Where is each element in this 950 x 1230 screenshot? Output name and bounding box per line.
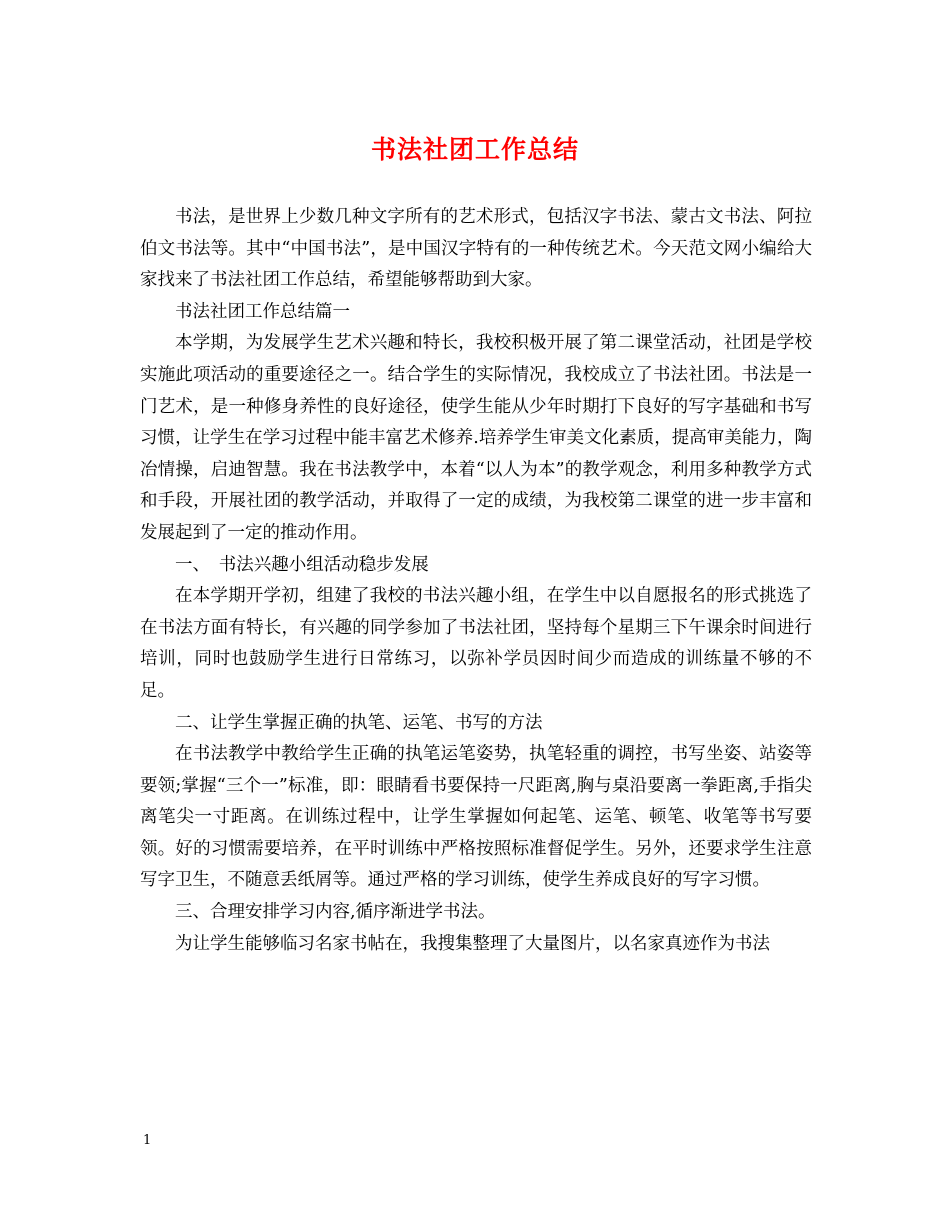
- section-heading-3: 三、合理安排学习内容,循序渐进学书法。: [175, 902, 496, 923]
- paragraph-section-3: 为让学生能够临习名家书帖在，我搜集整理了大量图片，以名家真迹作为书法: [175, 933, 770, 954]
- paragraph-intro: 书法，是世界上少数几种文字所有的艺术形式，包括汉字书法、蒙古文书法、阿拉伯文书法等。其中“中国书法”，是中国汉字特有的一种传统艺术。今天范文网小编给大家找来了书法社团工作总结，希望能够帮助到大家。: [140, 207, 812, 291]
- section-heading-part-one: 书法社团工作总结篇一: [175, 301, 350, 322]
- paragraph-section-2: 在书法教学中教给学生正确的执笔运笔姿势，执笔轻重的调控，书写坐姿、站姿等要领;掌握“三个一”标准，即：眼睛看书要保持一尺距离,胸与桌沿要离一拳距离,手指尖离笔尖一寸距离。在训练过程中，让学生掌握如何起笔、运笔、顿笔、收笔等书写要领。好的习惯需要培养，在平时训练中严格按照标准督促学生。另外，还要求学生注意写字卫生，不随意丢纸屑等。通过严格的学习训练，使学生养成良好的写字习惯。: [140, 744, 812, 891]
- page-number: 1: [143, 1133, 152, 1148]
- paragraph-overview: 本学期，为发展学生艺术兴趣和特长，我校积极开展了第二课堂活动，社团是学校实施此项活动的重要途径之一。结合学生的实际情况，我校成立了书法社团。书法是一门艺术，是一种修身养性的良好途径，使学生能从少年时期打下良好的写字基础和书写习惯，让学生在学习过程中能丰富艺术修养.培养学生审美文化素质，提高审美能力，陶冶情操，启迪智慧。我在书法教学中，本着“以人为本”的教学观念，利用多种教学方式和手段，开展社团的教学活动，并取得了一定的成绩，为我校第二课堂的进一步丰富和发展起到了一定的推动作用。: [140, 333, 812, 543]
- section-heading-2: 二、让学生掌握正确的执笔、运笔、书写的方法: [175, 712, 543, 733]
- document-title: 书法社团工作总结: [370, 135, 579, 164]
- document-body: [140, 202, 812, 960]
- section-heading-1: 一、 书法兴趣小组活动稳步发展: [175, 554, 429, 575]
- paragraph-section-1: 在本学期开学初，组建了我校的书法兴趣小组，在学生中以自愿报名的形式挑选了在书法方面有特长，有兴趣的同学参加了书法社团，坚持每个星期三下午课余时间进行培训，同时也鼓励学生进行日常练习，以弥补学员因时间少而造成的训练量不够的不足。: [140, 586, 812, 701]
